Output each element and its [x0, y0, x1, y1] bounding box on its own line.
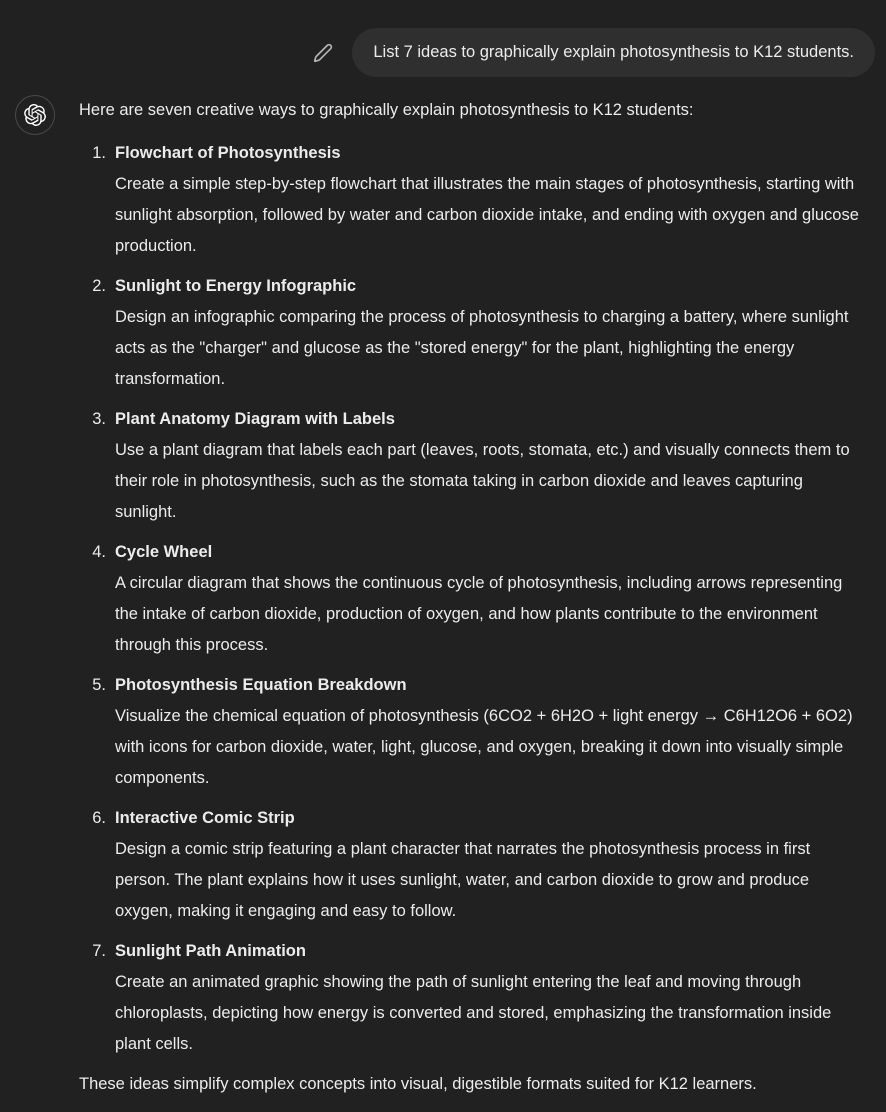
list-item — [115, 803, 862, 927]
list-item — [115, 670, 862, 794]
assistant-closing-text: These ideas simplify complex concepts into visual, digestible formats suited for K12 learners. — [79, 1075, 757, 1093]
idea-title: Sunlight Path Animation — [115, 942, 306, 960]
list-item — [115, 537, 862, 661]
idea-description: Create an animated graphic showing the path of sunlight entering the leaf and moving through chloroplasts, depicting how energy is converted and stored, emphasizing the transformation inside plant cells. — [115, 973, 832, 1053]
list-item — [115, 936, 862, 1060]
idea-title: Interactive Comic Strip — [115, 809, 295, 827]
idea-description: A circular diagram that shows the continuous cycle of photosynthesis, including arrows representing the intake of carbon dioxide, production of oxygen, and how plants contribute to the environment through this process. — [115, 574, 843, 654]
idea-description: Create a simple step-by-step flowchart that illustrates the main stages of photosynthesis, starting with sunlight absorption, followed by water and carbon dioxide intake, and ending with oxygen and glucose production. — [115, 175, 859, 255]
idea-title: Flowchart of Photosynthesis — [115, 144, 341, 162]
idea-title: Photosynthesis Equation Breakdown — [115, 676, 407, 694]
user-message-bubble — [352, 28, 875, 77]
idea-title: Plant Anatomy Diagram with Labels — [115, 410, 395, 428]
list-item — [115, 404, 862, 528]
idea-title: Sunlight to Energy Infographic — [115, 277, 357, 295]
edit-message-button[interactable] — [311, 41, 335, 65]
user-message-text: List 7 ideas to graphically explain photosynthesis to K12 students. — [373, 43, 854, 61]
idea-list — [79, 138, 862, 1060]
assistant-message-content — [79, 95, 862, 1100]
list-item — [115, 271, 862, 395]
idea-description: Design a comic strip featuring a plant character that narrates the photosynthesis process in first person. The plant explains how it uses sunlight, water, and carbon dioxide to grow and produce oxygen, making it engaging and easy to follow. — [115, 840, 811, 920]
assistant-message-row — [0, 77, 886, 1100]
idea-title: Cycle Wheel — [115, 543, 213, 561]
openai-logo-icon — [24, 104, 46, 126]
idea-description: Visualize the chemical equation of photosynthesis (6CO2 + 6H2O + light energy → C6H12O6 + 6O2) with icons for carbon dioxide, water, light, glucose, and oxygen, breaking it down into visually simple components. — [115, 707, 853, 787]
list-item — [115, 138, 862, 262]
assistant-intro-text: Here are seven creative ways to graphically explain photosynthesis to K12 students: — [79, 101, 694, 119]
idea-description: Use a plant diagram that labels each part (leaves, roots, stomata, etc.) and visually connects them to their role in photosynthesis, such as the stomata taking in carbon dioxide and leaves capturing sunlight. — [115, 441, 850, 521]
idea-description: Design an infographic comparing the process of photosynthesis to charging a battery, where sunlight acts as the "charger" and glucose as the "stored energy" for the plant, highlighting the energy transformation. — [115, 308, 849, 388]
user-message-row — [0, 0, 886, 77]
pencil-icon — [313, 43, 333, 63]
assistant-avatar — [15, 95, 55, 135]
